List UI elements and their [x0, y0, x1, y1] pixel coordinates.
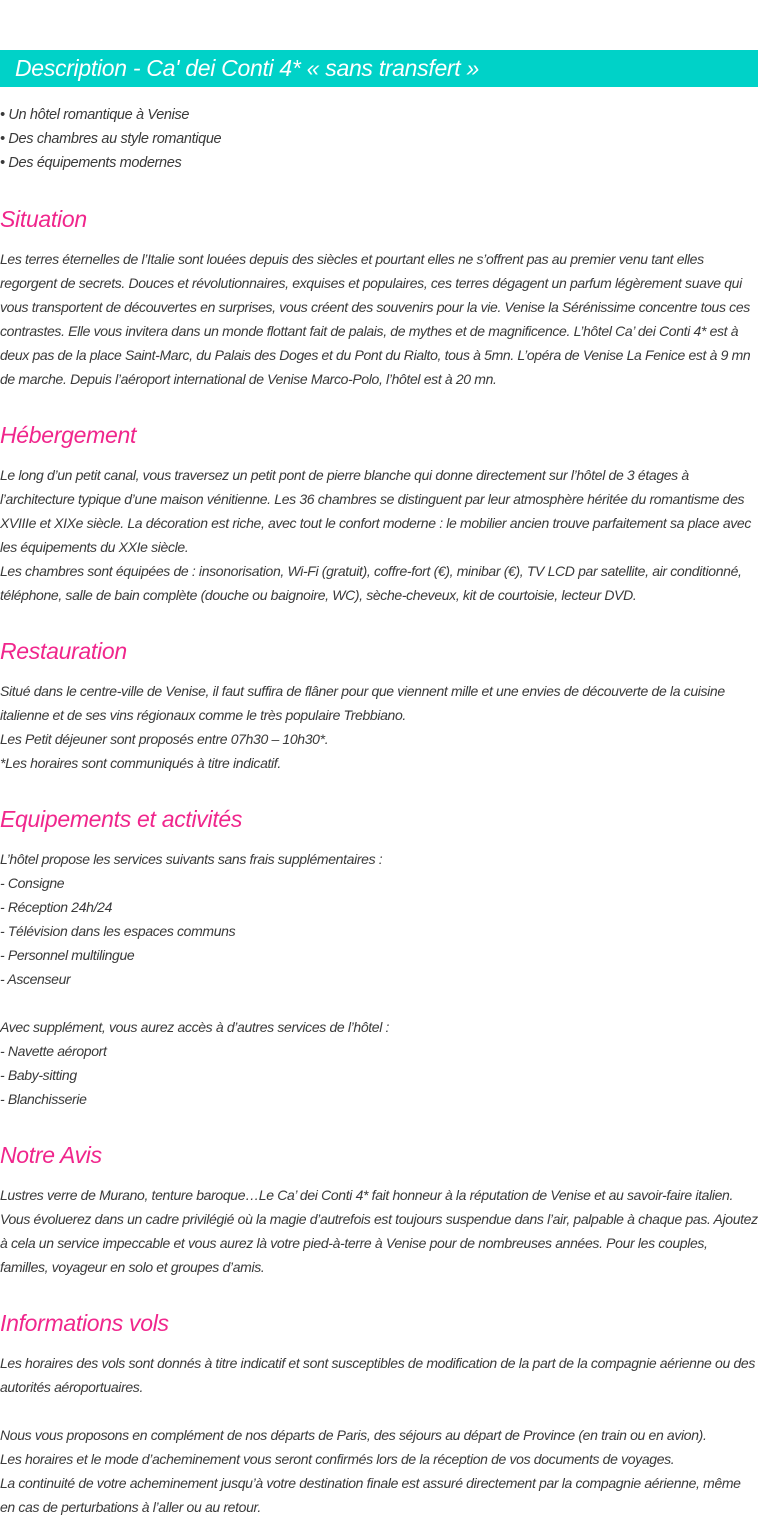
section-heading-hebergement: Hébergement [0, 422, 137, 448]
section-body-situation [0, 247, 758, 391]
paragraph: Les Petit déjeuner sont proposés entre 07h30 – 10h30*. [0, 731, 329, 747]
paragraph: *Les horaires sont communiqués à titre indicatif. [0, 755, 281, 771]
list-item: - Navette aéroport [0, 1043, 107, 1059]
highlights-list [0, 103, 758, 175]
list-item: - Personnel multilingue [0, 947, 135, 963]
section-heading-situation: Situation [0, 206, 87, 232]
section-heading-equipements: Equipements et activités [0, 806, 243, 832]
list-item: - Baby-sitting [0, 1067, 77, 1083]
paragraph: Avec supplément, vous aurez accès à d’autres services de l’hôtel : [0, 1019, 390, 1035]
highlight-item: • Un hôtel romantique à Venise [0, 103, 758, 127]
section-body-hebergement [0, 463, 758, 607]
paragraph: L’hôtel propose les services suivants sans frais supplémentaires : [0, 851, 383, 867]
section-heading-vols: Informations vols [0, 1310, 169, 1336]
list-item: - Blanchisserie [0, 1091, 87, 1107]
section-heading-restauration: Restauration [0, 638, 127, 664]
page-title: Description - Ca' dei Conti 4* « sans transfert » [15, 55, 479, 81]
list-item: - Consigne [0, 875, 65, 891]
paragraph: Les chambres sont équipées de : insonorisation, Wi-Fi (gratuit), coffre-fort (€), minibar (€), TV LCD par satellite, air conditionné, téléphone, salle de bain complète (douche ou baignoire, WC), sèche-cheveux, kit de courtoisie, lecteur DVD. [0, 563, 742, 603]
section-body-equipements [0, 847, 758, 1111]
paragraph: Les horaires et le mode d’acheminement vous seront confirmés lors de la réception de vos documents de voyages. [0, 1451, 675, 1467]
paragraph: Situé dans le centre-ville de Venise, il faut suffira de flâner pour que viennent mille et une envies de découverte de la cuisine italienne et de ses vins régionaux comme le très populaire Trebbiano. [0, 683, 725, 723]
paragraph: Les horaires des vols sont donnés à titre indicatif et sont susceptibles de modification de la part de la compagnie aérienne ou des autorités aéroportuaires. [0, 1355, 755, 1395]
section-body-vols [0, 1351, 758, 1519]
list-item: - Télévision dans les espaces communs [0, 923, 236, 939]
highlight-item: • Des équipements modernes [0, 151, 758, 175]
list-item: - Réception 24h/24 [0, 899, 113, 915]
highlight-item: • Des chambres au style romantique [0, 127, 758, 151]
paragraph: Les terres éternelles de l’Italie sont louées depuis des siècles et pourtant elles ne s’offrent pas au premier venu tant elles regorgent de secrets. Douces et révolutionnaires, exquises et populaires, ces terres dégagent un parfum légèrement suave qui vous transportent de découvertes en surprises, vous créent des souvenirs pour la vie. Venise la Sérénissime concentre tous ces contrastes. Elle vous invitera dans un monde flottant fait de palais, de mythes et de magnificence. L’hôtel Ca’ dei Conti 4* est à deux pas de la place Saint-Marc, du Palais des Doges et du Pont du Rialto, tous à 5mn. L’opéra de Venise La Fenice est à 9 mn de marche. Depuis l’aéroport international de Venise Marco-Polo, l’hôtel est à 20 mn. [0, 251, 751, 387]
paragraph: Le long d’un petit canal, vous traversez un petit pont de pierre blanche qui donne directement sur l’hôtel de 3 étages à l’architecture typique d’une maison vénitienne. Les 36 chambres se distinguent par leur atmosphère héritée du romantisme des XVIIIe et XIXe siècle. La décoration est riche, avec tout le confort moderne : le mobilier ancien trouve parfaitement sa place avec les équipements du XXIe siècle. [0, 467, 752, 555]
paragraph: Lustres verre de Murano, tenture baroque…Le Ca’ dei Conti 4* fait honneur à la réputation de Venise et au savoir-faire italien. Vous évoluerez dans un cadre privilégié où la magie d’autrefois est toujours suspendue dans l’air, palpable à chaque pas. Ajoutez à cela un service impeccable et vous aurez là votre pied-à-terre à Venise pour de nombreuses années. Pour les couples, familles, voyageur en solo et groupes d’amis. [0, 1187, 758, 1275]
title-banner [0, 50, 758, 87]
section-body-restauration [0, 679, 758, 775]
paragraph: Nous vous proposons en complément de nos départs de Paris, des séjours au départ de Province (en train ou en avion). [0, 1427, 707, 1443]
section-heading-avis: Notre Avis [0, 1142, 102, 1168]
paragraph: La continuité de votre acheminement jusqu’à votre destination finale est assuré directement par la compagnie aérienne, même en cas de perturbations à l’aller ou au retour. [0, 1475, 741, 1515]
section-body-avis [0, 1183, 758, 1279]
list-item: - Ascenseur [0, 971, 71, 987]
